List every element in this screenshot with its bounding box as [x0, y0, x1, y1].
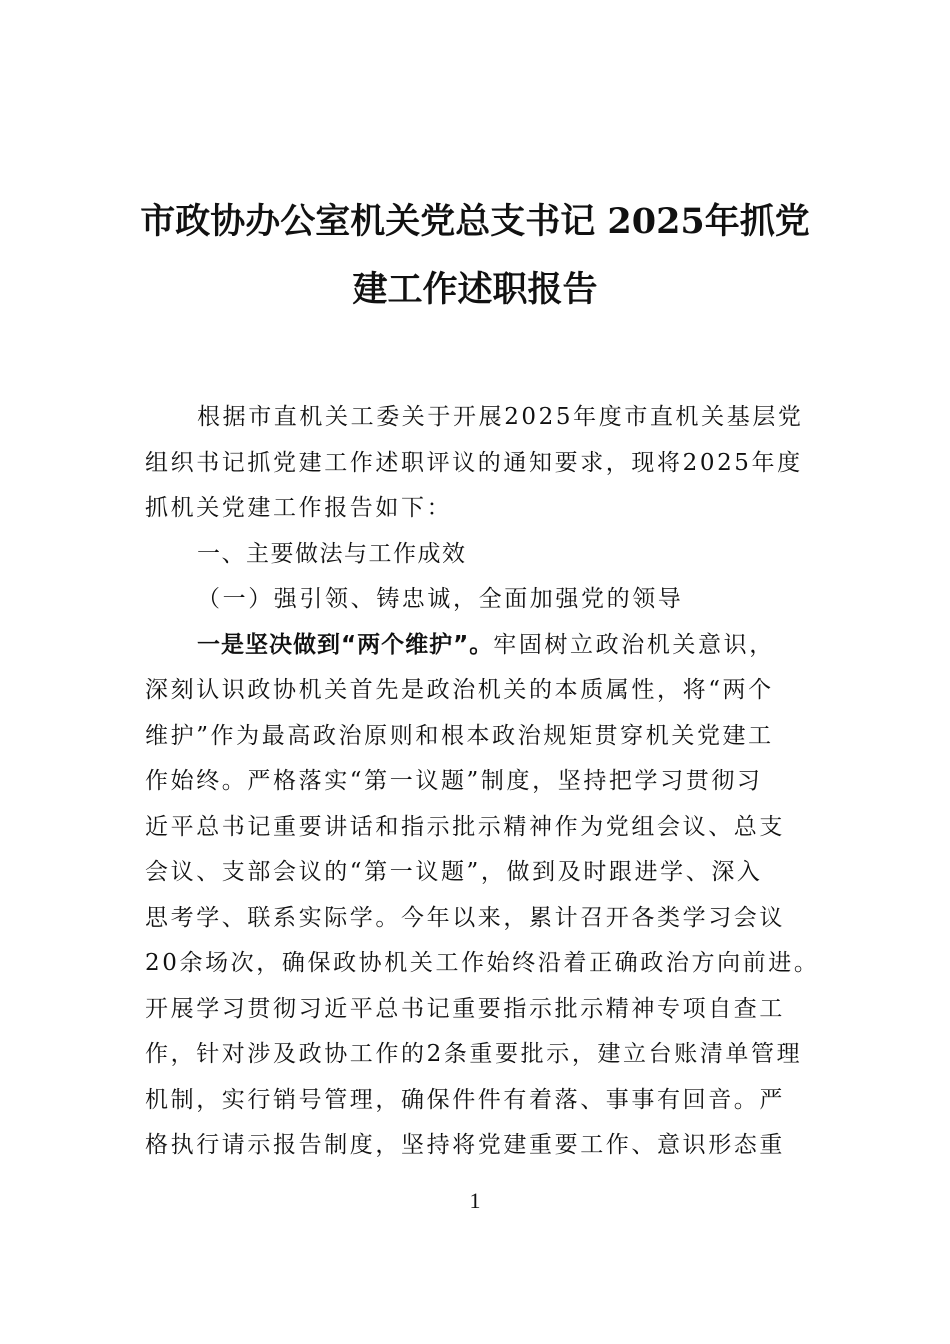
paragraph-line: 深刻认识政协机关首先是政治机关的本质属性，将“两个: [145, 677, 774, 703]
document-title: [120, 188, 830, 324]
subsection-heading: （一）强引领、铸忠诚，全面加强党的领导: [197, 586, 684, 612]
paragraph-line: 开展学习贯彻习近平总书记重要指示批示精神专项自查工: [145, 995, 785, 1022]
paragraph-line: 思考学、联系实际学。今年以来，累计召开各类学习会议: [145, 904, 785, 931]
paragraph-line: 格执行请示报告制度，坚持将党建重要工作、意识形态重: [145, 1132, 785, 1158]
title-line-2: 建工作述职报告: [352, 269, 598, 310]
paragraph-line: 抓机关党建工作报告如下：: [145, 495, 453, 521]
document-body: [145, 395, 820, 1169]
paragraph-text: 牢固树立政治机关意识，: [493, 631, 775, 658]
paragraph-line: 机制，实行销号管理，确保件件有着落、事事有回音。严: [145, 1086, 785, 1113]
paragraph-line: 作，针对涉及政协工作的2条重要批示，建立台账清单管理: [145, 1041, 803, 1067]
paragraph-line: 根据市直机关工委关于开展2025年度市直机关基层党: [197, 404, 804, 430]
bold-lead-phrase: 一是坚决做到“两个维护”。: [197, 631, 494, 658]
paragraph-line: 20余场次，确保政协机关工作始终沿着正确政治方向前进。: [145, 950, 820, 976]
section-heading: 一、主要做法与工作成效: [197, 540, 467, 567]
paragraph-line: 维护”作为最高政治原则和根本政治规矩贯穿机关党建工: [145, 722, 774, 749]
paragraph-line: 组织书记抓党建工作述职评议的通知要求，现将2025年度: [145, 449, 803, 476]
title-line-1: 市政协办公室机关党总支书记 2025年抓党: [140, 201, 810, 242]
page-number: 1: [469, 1188, 481, 1213]
paragraph-line: 近平总书记重要讲话和指示批示精神作为党组会议、总支: [145, 813, 785, 840]
paragraph-line: 会议、支部会议的“第一议题”，做到及时跟进学、深入: [145, 859, 763, 885]
paragraph-line: [145, 623, 820, 669]
paragraph-line: 作始终。严格落实“第一议题”制度，坚持把学习贯彻习: [145, 768, 763, 794]
